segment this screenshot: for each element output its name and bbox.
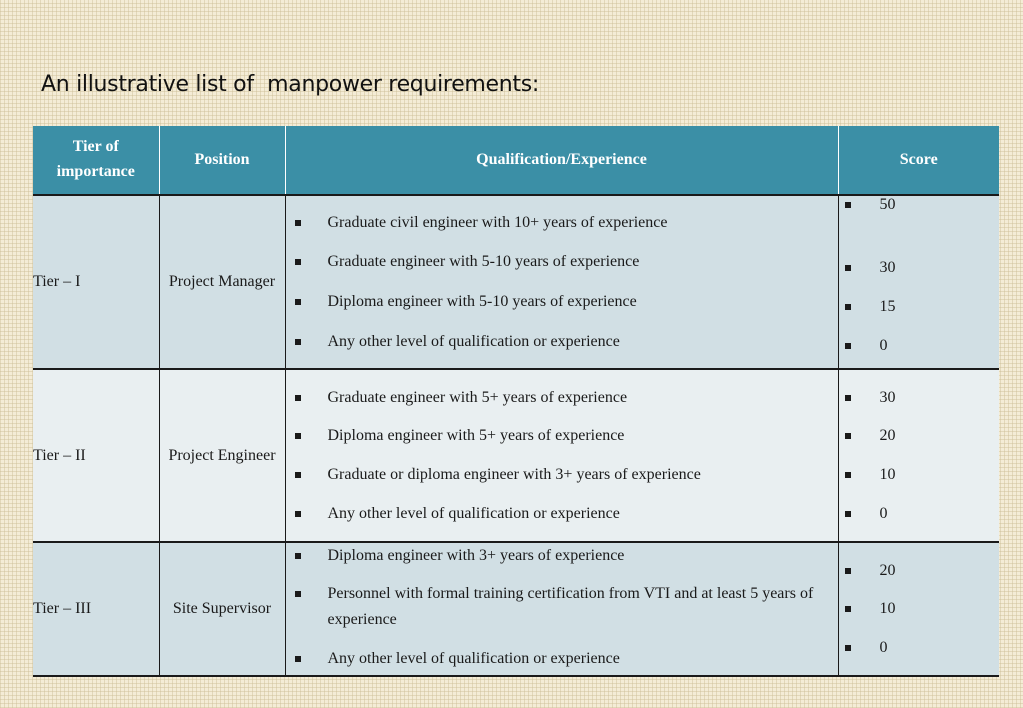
tier-cell: Tier – II [33, 369, 159, 542]
score-item: 10 [839, 596, 1000, 622]
qualification-item: Diploma engineer with 3+ years of experience [286, 543, 838, 569]
qualification-cell [285, 542, 838, 676]
score-item: 0 [839, 635, 1000, 661]
table-row [33, 542, 999, 676]
qualification-item: Any other level of qualification or experience [286, 646, 838, 672]
score-item: 20 [839, 423, 1000, 449]
table-row [33, 195, 999, 369]
score-list [839, 192, 1000, 358]
table-header-row [33, 126, 999, 195]
score-cell [838, 369, 999, 542]
score-item: 20 [839, 558, 1000, 584]
score-item: 0 [839, 501, 1000, 527]
page-title: An illustrative list of manpower requirements: [41, 72, 540, 97]
table-row [33, 369, 999, 542]
header-score: Score [838, 126, 999, 195]
score-cell [838, 195, 999, 369]
qualification-list [286, 543, 838, 671]
score-list [839, 558, 1000, 661]
qualification-list [286, 385, 838, 526]
qualification-list [286, 210, 838, 354]
qualification-item: Graduate engineer with 5-10 years of experience [286, 249, 838, 275]
header-qualification: Qualification/Experience [285, 126, 838, 195]
manpower-requirements-table [33, 126, 999, 677]
score-item: 15 [839, 294, 1000, 320]
qualification-item: Diploma engineer with 5+ years of experience [286, 423, 838, 449]
position-cell: Project Engineer [159, 369, 285, 542]
score-list [839, 385, 1000, 526]
tier-cell: Tier – III [33, 542, 159, 676]
qualification-item: Personnel with formal training certification from VTI and at least 5 years of experience [286, 581, 838, 632]
qualification-item: Graduate civil engineer with 10+ years of experience [286, 210, 838, 236]
score-item: 0 [839, 333, 1000, 359]
qualification-item: Diploma engineer with 5-10 years of experience [286, 289, 838, 315]
qualification-item: Graduate or diploma engineer with 3+ years of experience [286, 462, 838, 488]
header-tier: Tier of importance [33, 126, 159, 195]
qualification-item: Any other level of qualification or experience [286, 501, 838, 527]
qualification-item: Graduate engineer with 5+ years of experience [286, 385, 838, 411]
qualification-cell [285, 369, 838, 542]
score-item: 50 [839, 192, 1000, 218]
qualification-item: Any other level of qualification or experience [286, 329, 838, 355]
score-item: 30 [839, 255, 1000, 281]
header-position: Position [159, 126, 285, 195]
score-cell [838, 542, 999, 676]
position-cell: Project Manager [159, 195, 285, 369]
tier-cell: Tier – I [33, 195, 159, 369]
score-item: 30 [839, 385, 1000, 411]
position-cell: Site Supervisor [159, 542, 285, 676]
score-item: 10 [839, 462, 1000, 488]
qualification-cell [285, 195, 838, 369]
